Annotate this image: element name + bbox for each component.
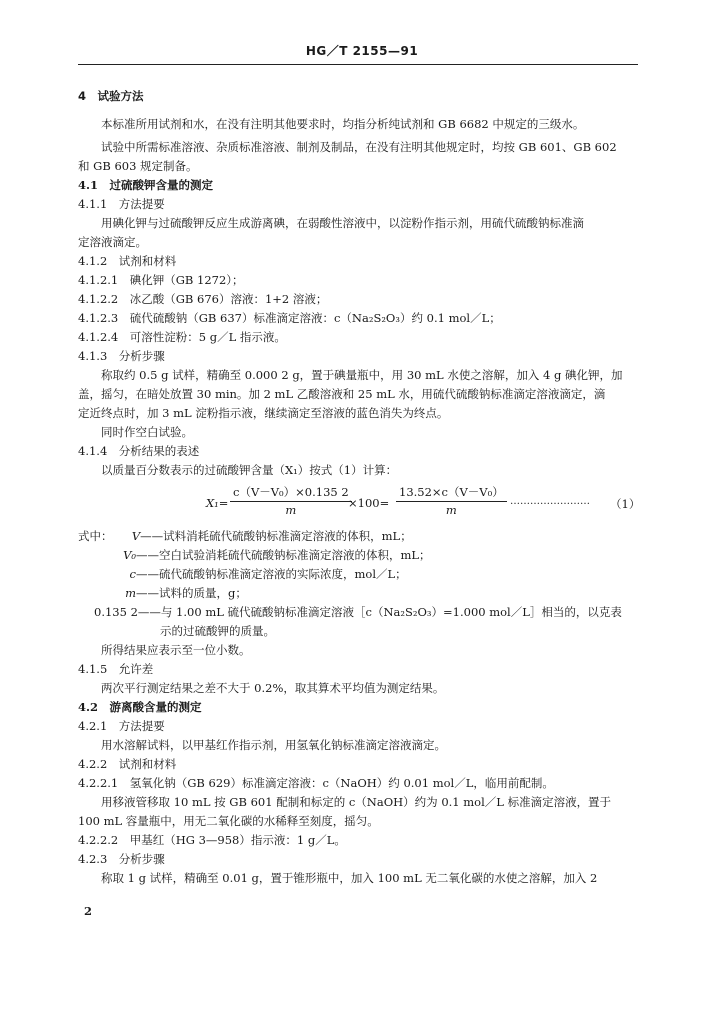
section-heading: 4 试验方法	[78, 89, 144, 103]
paragraph: 两次平行测定结果之差不大于 0.2%，取其算术平均值为测定结果。	[101, 681, 445, 695]
reagent-item: 4.2.2.1 氢氧化钠（GB 629）标准滴定溶液：c（NaOH）约 0.01 mol／L，临用前配制。	[78, 776, 554, 790]
variable-definition: ——与 1.00 mL 硫代硫酸钠标准滴定溶液［c（Na₂S₂O₃）=1.000 mol／L］相当的，以克表	[137, 605, 622, 619]
formula-middle: ×100=	[348, 496, 390, 510]
paragraph: 同时作空白试验。	[101, 425, 193, 439]
formula-lhs: X₁=	[206, 496, 229, 510]
paragraph-continuation: 定近终点时，加 3 mL 淀粉指示液，继续滴定至溶液的蓝色消失为终点。	[78, 406, 449, 420]
formula-leader-dots: ……………………	[510, 496, 590, 507]
paragraph: 用碘化钾与过硫酸钾反应生成游离碘，在弱酸性溶液中，以淀粉作指示剂，用硫代硫酸钠标准滴	[101, 216, 584, 230]
paragraph-continuation: 盖，摇匀，在暗处放置 30 min。加 2 mL 乙酸溶液和 25 mL 水，用硫代硫酸钠标准滴定溶液滴定，滴	[78, 387, 606, 401]
paragraph-continuation: 和 GB 603 规定制备。	[78, 159, 198, 173]
reagent-item: 4.1.2.3 硫代硫酸钠（GB 637）标准滴定溶液：c（Na₂S₂O₃）约 0.1 mol／L；	[78, 311, 501, 325]
section-heading: 4.1 过硫酸钾含量的测定	[78, 178, 214, 192]
subsection-heading: 4.2.2 试剂和材料	[78, 757, 177, 771]
subsection-heading: 4.1.4 分析结果的表述	[78, 444, 200, 458]
definition-row	[78, 547, 638, 563]
formula-denominator-1: m	[285, 503, 297, 517]
paragraph: 称取 1 g 试样，精确至 0.01 g，置于锥形瓶中，加入 100 mL 无二氧化碳的水使之溶解，加入 2	[101, 871, 598, 885]
formula-number: （1）	[610, 497, 641, 511]
formula-denominator-2: m	[445, 503, 457, 517]
variable-symbol: c	[129, 567, 136, 581]
definition-row	[78, 566, 638, 582]
reagent-item: 4.2.2.2 甲基红（HG 3—958）指示液：1 g／L。	[78, 833, 346, 847]
variable-symbol: V	[131, 529, 141, 543]
definition-row	[94, 604, 638, 620]
variable-symbol: m	[125, 586, 136, 600]
definition-continuation: 示的过硫酸钾的质量。	[160, 624, 275, 638]
formula-numerator-1: c（V－V₀）×0.135 2	[230, 484, 352, 502]
variable-definition: ——试料的质量，g；	[136, 586, 247, 600]
variable-definition: ——硫代硫酸钠标准滴定溶液的实际浓度，mol／L；	[136, 567, 407, 581]
section-heading: 4.2 游离酸含量的测定	[78, 700, 202, 714]
formula-numerator-2: 13.52×c（V－V₀）	[396, 484, 507, 502]
paragraph: 用水溶解试料，以甲基红作指示剂，用氢氧化钠标准滴定溶液滴定。	[101, 738, 446, 752]
variable-definition: ——空白试验消耗硫代硫酸钠标准滴定溶液的体积，mL；	[136, 548, 431, 562]
definition-row	[78, 585, 638, 601]
variable-definition: ——试料消耗硫代硫酸钠标准滴定溶液的体积，mL；	[140, 529, 412, 543]
paragraph: 本标准所用试剂和水，在没有注明其他要求时，均指分析纯试剂和 GB 6682 中规定的三级水。	[101, 117, 585, 131]
running-header: HG／T 2155—91	[305, 44, 419, 58]
subsection-heading: 4.1.1 方法提要	[78, 197, 165, 211]
reagent-item: 4.1.2.2 冰乙酸（GB 676）溶液：1+2 溶液；	[78, 292, 328, 306]
definition-row	[78, 528, 638, 544]
definition-lead: 式中：	[78, 529, 113, 543]
paragraph: 称取约 0.5 g 试样，精确至 0.000 2 g，置于碘量瓶中，用 30 mL 水使之溶解，加入 4 g 碘化钾，加	[101, 368, 623, 382]
header-rule	[78, 64, 638, 65]
variable-symbol: V₀	[123, 548, 136, 562]
paragraph-continuation: 定溶液滴定。	[78, 235, 147, 249]
paragraph: 以质量百分数表示的过硫酸钾含量（X₁）按式（1）计算：	[101, 463, 398, 477]
formula-fraction-1	[230, 484, 352, 517]
subsection-heading: 4.2.1 方法提要	[78, 719, 165, 733]
variable-symbol: 0.135 2	[94, 605, 138, 619]
formula-fraction-2	[396, 484, 507, 517]
page-number: 2	[84, 904, 93, 918]
subsection-heading: 4.1.2 试剂和材料	[78, 254, 177, 268]
paragraph: 用移液管移取 10 mL 按 GB 601 配制和标定的 c（NaOH）约为 0.1 mol／L 标准滴定溶液，置于	[101, 795, 612, 809]
paragraph-continuation: 100 mL 容量瓶中，用无二氧化碳的水稀释至刻度，摇匀。	[78, 814, 379, 828]
paragraph: 所得结果应表示至一位小数。	[101, 643, 251, 657]
subsection-heading: 4.1.5 允许差	[78, 662, 154, 676]
subsection-heading: 4.2.3 分析步骤	[78, 852, 165, 866]
reagent-item: 4.1.2.1 碘化钾（GB 1272）；	[78, 273, 244, 287]
paragraph: 试验中所需标准溶液、杂质标准溶液、制剂及制品，在没有注明其他规定时，均按 GB 601、GB 602	[101, 140, 617, 154]
reagent-item: 4.1.2.4 可溶性淀粉：5 g／L 指示液。	[78, 330, 286, 344]
subsection-heading: 4.1.3 分析步骤	[78, 349, 165, 363]
